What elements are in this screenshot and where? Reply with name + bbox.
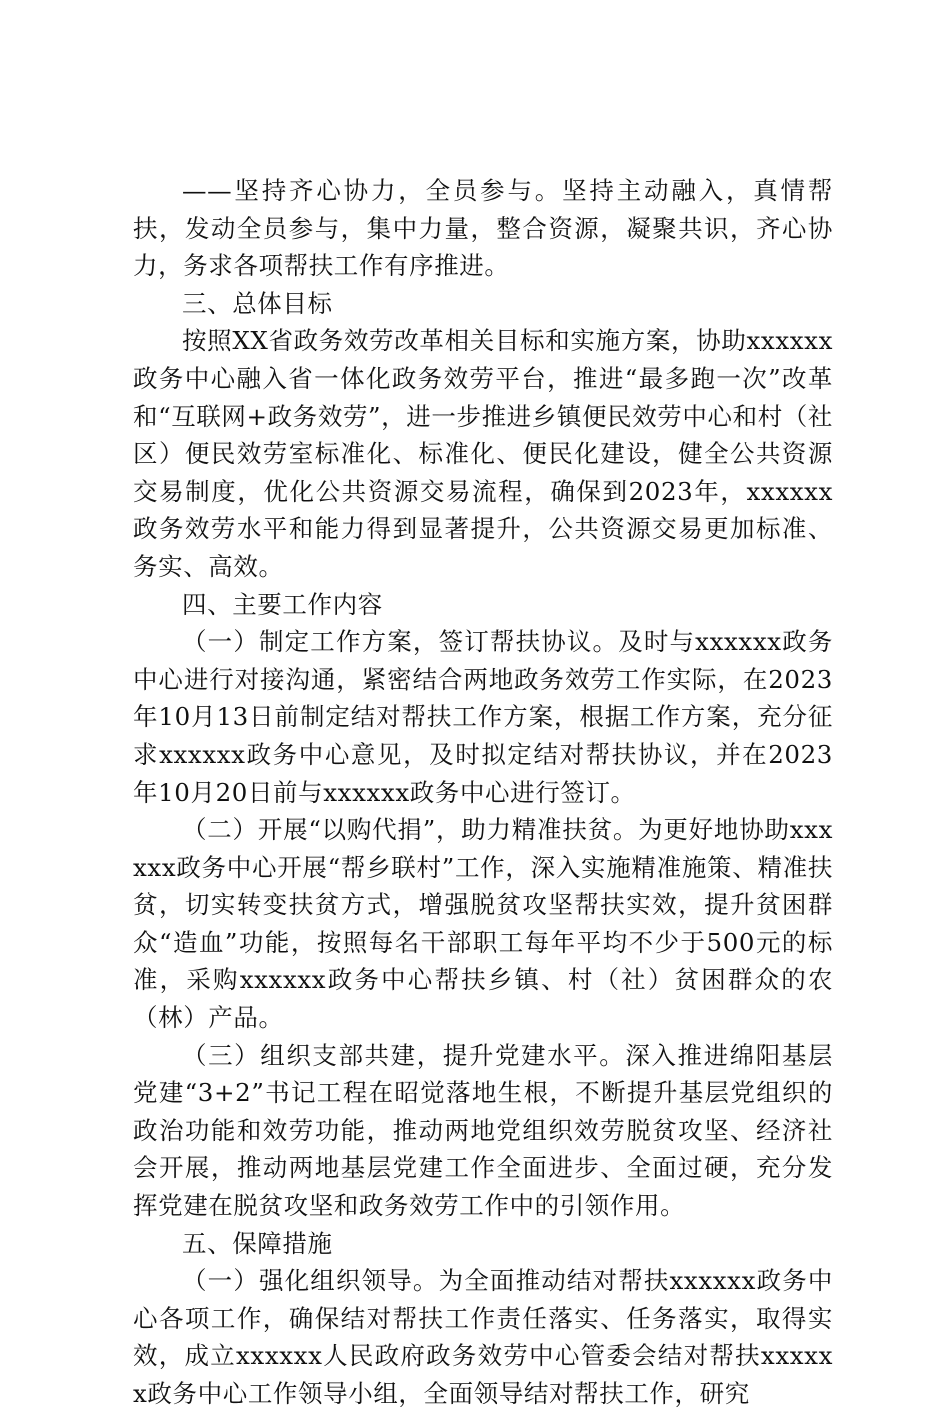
section-heading-safeguards: 五、保障措施: [182, 1228, 333, 1258]
section-heading-overall-goal: 三、总体目标: [182, 288, 333, 318]
paragraph-party-building: （三）组织支部共建，提升党建水平。深入推进绵阳基层党建“3+2”书记工程在昭觉落地生根，不断提升基层党组织的政治功能和效劳功能，推动两地党组织效劳脱贫攻坚、经济社会开展，推动两地基层党建工作全面进步、全面过硬，充分发挥党建在脱贫攻坚和政务效劳工作中的引领作用。: [133, 1040, 833, 1221]
document-body: [133, 172, 833, 1413]
paragraph-work-plan: （一）制定工作方案，签订帮扶协议。及时与xxxxxx政务中心进行对接沟通，紧密结合两地政务效劳工作实际，在2023年10月13日前制定结对帮扶工作方案，根据工作方案，充分征求xxxxxx政务中心意见，及时拟定结对帮扶协议，并在2023年10月20日前与xxxxxx政务中心进行签订。: [133, 627, 833, 807]
paragraph-purchase-assistance: （二）开展“以购代捐”，助力精准扶贫。为更好地协助xxxxxx政务中心开展“帮乡联村”工作，深入实施精准施策、精准扶贫，切实转变扶贫方式，增强脱贫攻坚帮扶实效，提升贫困群众“造血”功能，按照每名干部职工每年平均不少于500元的标准，采购xxxxxx政务中心帮扶乡镇、村（社）贫困群众的农（林）产品。: [133, 815, 833, 1033]
section-heading-main-work: 四、主要工作内容: [182, 589, 383, 619]
paragraph-organization-leadership: （一）强化组织领导。为全面推动结对帮扶xxxxxx政务中心各项工作，确保结对帮扶工作责任落实、任务落实，取得实效，成立xxxxxx人民政府政务效劳中心管委会结对帮扶xxxxxx政务中心工作领导小组，全面领导结对帮扶工作，研究: [133, 1266, 833, 1408]
paragraph-overall-goal: 按照XX省政务效劳改革相关目标和实施方案，协助xxxxxx政务中心融入省一体化政务效劳平台，推进“最多跑一次”改革和“互联网+政务效劳”，进一步推进乡镇便民效劳中心和村（社区）便民效劳室标准化、标准化、便民化建设，健全公共资源交易制度，优化公共资源交易流程，确保到2023年，xxxxxx政务效劳水平和能力得到显著提升，公共资源交易更加标准、务实、高效。: [133, 326, 833, 581]
paragraph-principle-cooperation: ——坚持齐心协力，全员参与。坚持主动融入，真情帮扶，发动全员参与，集中力量，整合资源，凝聚共识，齐心协力，务求各项帮扶工作有序推进。: [133, 176, 833, 281]
